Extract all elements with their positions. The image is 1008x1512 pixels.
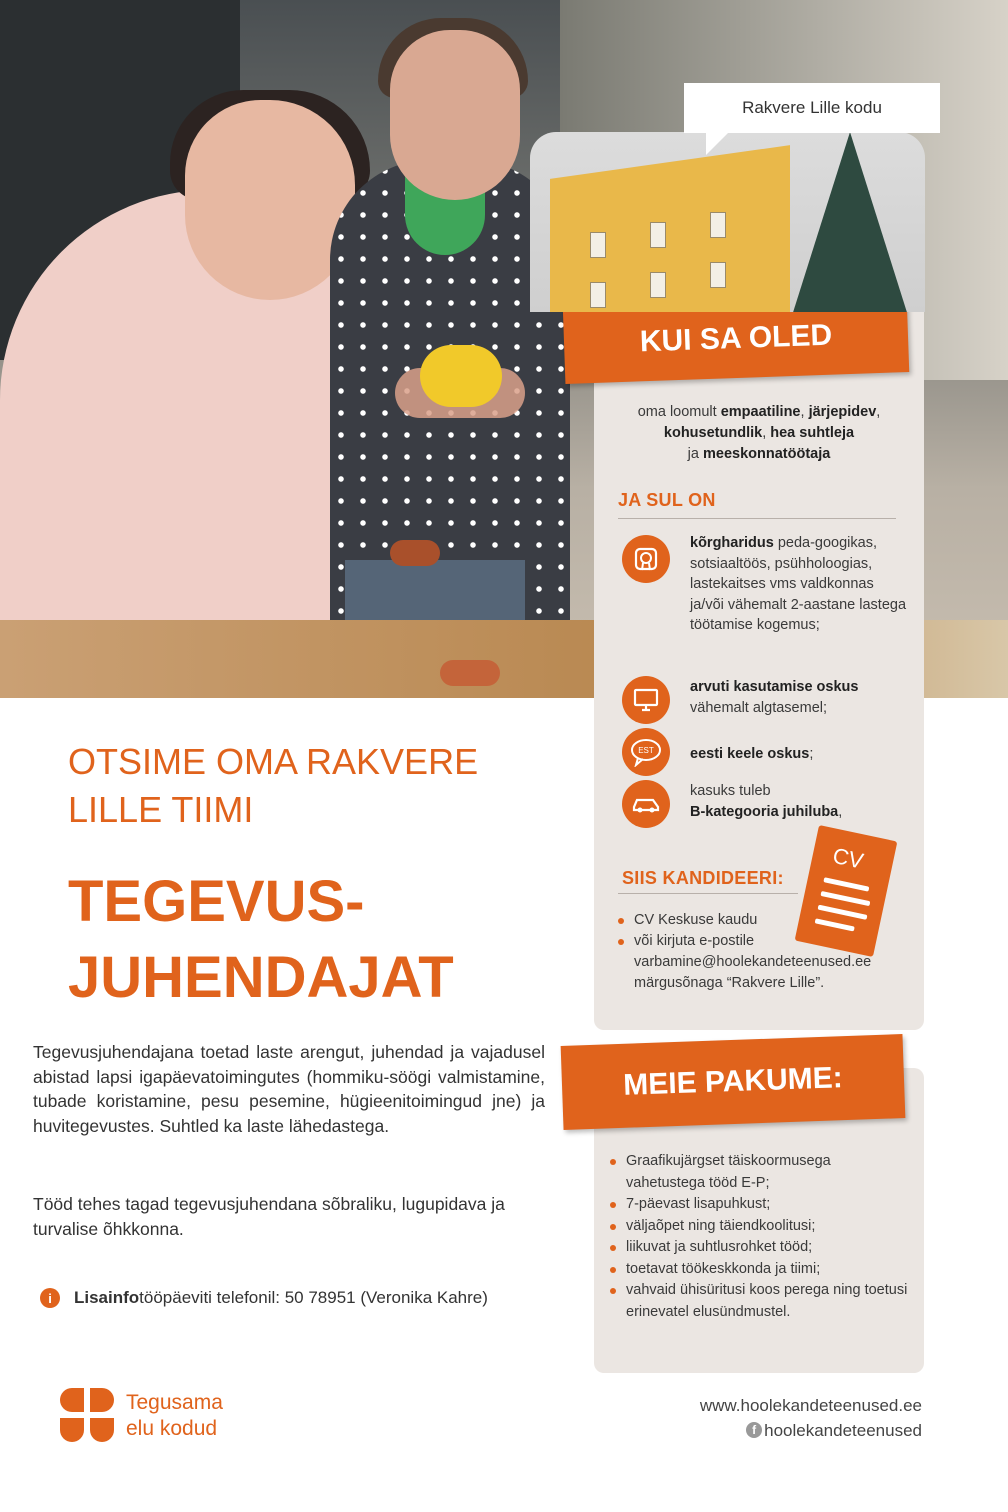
photo-callout: Rakvere Lille kodu (684, 83, 940, 133)
building-photo (530, 132, 925, 312)
car-icon (622, 780, 670, 828)
job-description-2: Tööd tehes tagad tegevusjuhendana sõbraliku, lugupidava ja turvalise õhkkonna. (33, 1194, 505, 1239)
info-icon: i (40, 1288, 60, 1308)
facebook-link[interactable]: f hoolekandeteenused (746, 1419, 922, 1442)
list-item: CV Keskuse kaudu (618, 910, 908, 931)
traits-text: oma loomult empaatiline, järjepidev, kohusetundlik, hea suhtleja ja meeskonnatöötaja (637, 404, 881, 462)
kodu-logo (60, 1388, 116, 1444)
headline-small: OTSIME OMA RAKVERE LILLE TIIMI (68, 741, 479, 830)
divider (618, 518, 896, 519)
brand-name: Tegusama elu kodud (126, 1391, 223, 1440)
list-item[interactable]: või kirjuta e-postile varbamine@hoolekandeteenused.ee märgusõnaga “Rakvere Lille”. (618, 931, 908, 994)
siis-kandideeri-heading: SIIS KANDIDEERI: (622, 868, 784, 888)
requirement-driving-license: kasuks tuleb B-kategooria juhiluba, (690, 783, 843, 820)
requirement-language: eesti keele oskus; (690, 746, 814, 762)
computer-icon (622, 676, 670, 724)
job-description: Tegevusjuhendajana toetad laste arengut, juhendad ja vajadusel abistad lapsi igapäevatoimingutes (hommiku-söögi valmistamine, tubade koristamine, pesu pesemine, hügieenitoimingud jne) ja huvitegevustes. Suhtled ka laste lähedastega. (33, 1042, 545, 1136)
meie-pakume-banner: MEIE PAKUME: (561, 1034, 906, 1130)
offer-list (610, 1151, 910, 1323)
list-item: liikuvat ja suhtlusrohket tööd; (610, 1237, 910, 1259)
svg-text:EST: EST (638, 746, 654, 755)
list-item: väljaõpet ning täiendkoolitusi; (610, 1216, 910, 1238)
footer-links (700, 1394, 922, 1442)
requirement-computer: arvuti kasutamise oskus vähemalt algtasemel; (690, 679, 859, 716)
kui-sa-oled-banner: KUI SA OLED (563, 294, 910, 384)
diploma-icon (622, 535, 670, 583)
requirement-education: kõrgharidus peda-googikas, sotsiaaltöös, psühholoogias, lastekaitses vms valdkonnas ja/või vähemalt 2-aastane lastega töötamise kogemus; (690, 535, 907, 633)
ja-sul-on-heading: JA SUL ON (618, 490, 716, 510)
job-title: TEGEVUS- JUHENDAJAT (68, 869, 454, 1010)
apply-list (618, 910, 908, 994)
divider (618, 893, 798, 894)
website-link[interactable]: www.hoolekandeteenused.ee (699, 1396, 922, 1415)
list-item: Graafikujärgset täiskoormusega vahetustega tööd E-P; (610, 1151, 910, 1194)
cv-document-icon: CV (795, 825, 898, 957)
est-speech-icon (622, 728, 670, 776)
list-item: 7-päevast lisapuhkust; (610, 1194, 910, 1216)
list-item: vahvaid ühisüritusi koos perega ning toetusi erinevatel elusündmustel. (610, 1280, 910, 1323)
facebook-icon: f (746, 1422, 762, 1438)
list-item: toetavat töökeskkonda ja tiimi; (610, 1259, 910, 1281)
contact-info: i Lisainfo tööpäeviti telefonil: 50 78951 (Veronika Kahre) (40, 1288, 580, 1308)
